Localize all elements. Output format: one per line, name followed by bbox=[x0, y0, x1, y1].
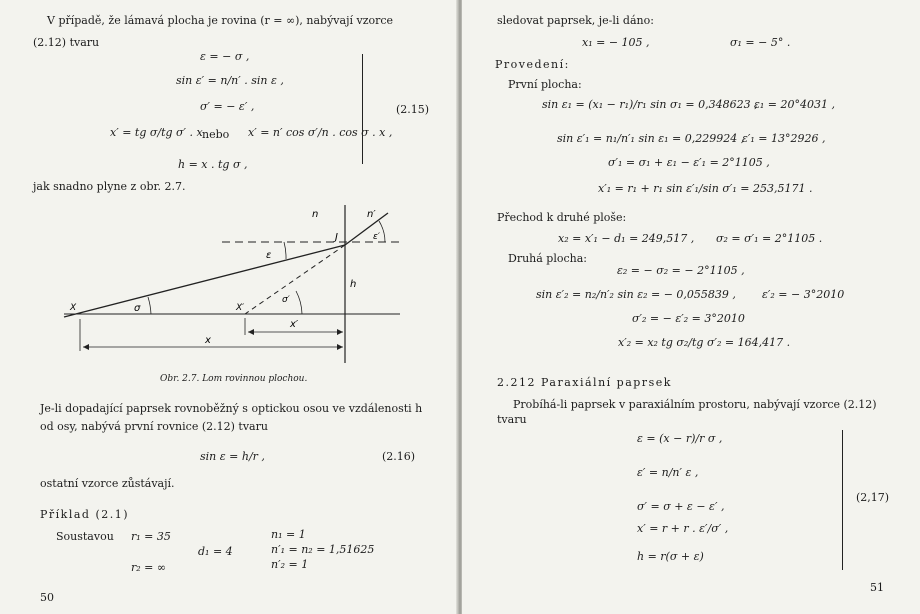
given-x1: x₁ = − 105 , bbox=[582, 36, 650, 49]
label-n-prime: n′ bbox=[367, 209, 376, 220]
sigma-arc bbox=[148, 297, 151, 314]
eq-215-e: x′ = n′ cos σ′/n . cos σ . x , bbox=[248, 126, 393, 139]
section-para-line-1: Probíhá-li paprsek v paraxiálním prostoru, nabývají vzorce (2.12) bbox=[513, 398, 877, 411]
example-n1: n₁ = 1 bbox=[271, 528, 306, 541]
eq-215-f: h = x . tg σ , bbox=[178, 158, 248, 171]
intro-line-1: V případě, že lámavá plocha je rovina (r = ∞), nabývají vzorce bbox=[47, 14, 394, 27]
example-r1: r₁ = 35 bbox=[131, 530, 171, 543]
s1-eq-x1prime: x′₁ = r₁ + r₁ sin ε′₁/sin σ′₁ = 253,5171 . bbox=[598, 182, 813, 195]
refraction-figure bbox=[0, 195, 458, 365]
surface1-heading: První plocha: bbox=[508, 78, 582, 91]
s1-eq-sin-eps1: sin ε₁ = (x₁ − r₁)/r₁ sin σ₁ = 0,348623 , bbox=[542, 98, 758, 111]
incident-ray bbox=[64, 245, 345, 317]
eq-215-a: ε = − σ , bbox=[200, 50, 250, 63]
transfer-x2: x₂ = x′₁ − d₁ = 249,517 , bbox=[558, 232, 695, 245]
eq-215-b: sin ε′ = n/n′ . sin ε , bbox=[176, 74, 284, 87]
after-216-text: ostatní vzorce zůstávají. bbox=[40, 477, 175, 490]
s1-eq-sin-eps1prime: sin ε′₁ = n₁/n′₁ sin ε₁ = 0,229924 , bbox=[557, 132, 745, 145]
right-line-1: sledovat paprsek, je-li dáno: bbox=[497, 14, 654, 27]
eq-217-d: x′ = r + r . ε′/σ′ , bbox=[637, 522, 729, 535]
s1-eq-sigma1prime: σ′₁ = σ₁ + ε₁ − ε′₁ = 2°1105 , bbox=[608, 156, 770, 169]
label-sigma-prime: σ′ bbox=[282, 295, 290, 305]
eq-215-number: (2.15) bbox=[396, 103, 430, 116]
s2-eq-eps2prime: ε′₂ = − 3°2010 bbox=[762, 288, 845, 301]
eq-216-number: (2.16) bbox=[382, 450, 416, 463]
label-x-prime: x′ bbox=[290, 319, 299, 330]
eq-217-e: h = r(σ + ε) bbox=[637, 550, 704, 563]
eq-215-c: σ′ = − ε′ , bbox=[200, 100, 255, 113]
intro-line-2: (2.12) tvaru bbox=[33, 36, 100, 49]
example-r2: r₂ = ∞ bbox=[131, 561, 167, 574]
s2-eq-sigma2prime: σ′₂ = − ε′₂ = 3°2010 bbox=[632, 312, 745, 325]
eq-217-a: ε = (x − r)/r σ , bbox=[637, 432, 723, 445]
right-page bbox=[462, 0, 920, 614]
s2-eq-x2prime: x′₂ = x₂ tg σ₂/tg σ′₂ = 164,417 . bbox=[618, 336, 791, 349]
s2-eq-sin-eps2prime: sin ε′₂ = n₂/n′₂ sin ε₂ = − 0,055839 , bbox=[536, 288, 736, 301]
label-h: h bbox=[350, 279, 357, 290]
left-page bbox=[0, 0, 458, 614]
epsilon-arc bbox=[284, 242, 286, 259]
refracted-ray-extension bbox=[245, 245, 345, 314]
page-number-right: 51 bbox=[870, 581, 884, 594]
eq-215-nebo: nebo bbox=[202, 128, 230, 141]
example-label: Soustavou bbox=[56, 530, 114, 543]
example-n2prime: n′₂ = 1 bbox=[271, 558, 309, 571]
label-epsilon: ε bbox=[266, 250, 272, 261]
sigma-prime-arc bbox=[296, 291, 302, 314]
eq-215-d: x′ = tg σ/tg σ′ . x bbox=[110, 126, 203, 139]
example-d1: d₁ = 4 bbox=[198, 545, 233, 558]
section-heading: 2.212 Paraxiální paprsek bbox=[497, 376, 672, 389]
label-j: J bbox=[335, 232, 338, 243]
label-epsilon-prime: ε′ bbox=[373, 232, 380, 242]
provedeni-heading: Provedení: bbox=[495, 58, 570, 71]
section-para-line-2: tvaru bbox=[497, 413, 527, 426]
page-number-left: 50 bbox=[40, 591, 54, 604]
given-sigma1: σ₁ = − 5° . bbox=[730, 36, 791, 49]
equation-brace bbox=[362, 54, 363, 164]
transfer-heading: Přechod k druhé ploše: bbox=[497, 211, 627, 224]
label-sigma: σ bbox=[134, 303, 141, 314]
s1-eq-eps1prime: ε′₁ = 13°2926 , bbox=[742, 132, 826, 145]
after-equations-text: jak snadno plyne z obr. 2.7. bbox=[33, 180, 186, 193]
example-heading: Příklad (2.1) bbox=[40, 508, 130, 521]
para-216-line-1: Je-li dopadající paprsek rovnoběžný s optickou osou ve vzdálenosti h bbox=[40, 402, 423, 415]
equation-brace-217 bbox=[842, 430, 843, 570]
example-n1prime: n′₁ = n₂ = 1,51625 bbox=[271, 543, 375, 556]
eq-217-number: (2,17) bbox=[856, 491, 890, 504]
label-x-point: X bbox=[70, 303, 77, 313]
eq-217-c: σ′ = σ + ε − ε′ , bbox=[637, 500, 725, 513]
label-x-prime-point: X′ bbox=[236, 303, 245, 313]
label-n: n bbox=[312, 209, 319, 220]
transfer-sigma2: σ₂ = σ′₁ = 2°1105 . bbox=[716, 232, 823, 245]
eq-217-b: ε′ = n/n′ ε , bbox=[637, 466, 699, 479]
eq-216: sin ε = h/r , bbox=[200, 450, 265, 463]
s2-eq-eps2: ε₂ = − σ₂ = − 2°1105 , bbox=[617, 264, 745, 277]
label-x: x bbox=[205, 335, 211, 346]
surface2-heading: Druhá plocha: bbox=[508, 252, 587, 265]
para-216-line-2: od osy, nabývá první rovnice (2.12) tvaru bbox=[40, 420, 268, 433]
s1-eq-eps1: ε₁ = 20°4031 , bbox=[754, 98, 836, 111]
figure-caption: Obr. 2.7. Lom rovinnou plochou. bbox=[160, 374, 308, 384]
